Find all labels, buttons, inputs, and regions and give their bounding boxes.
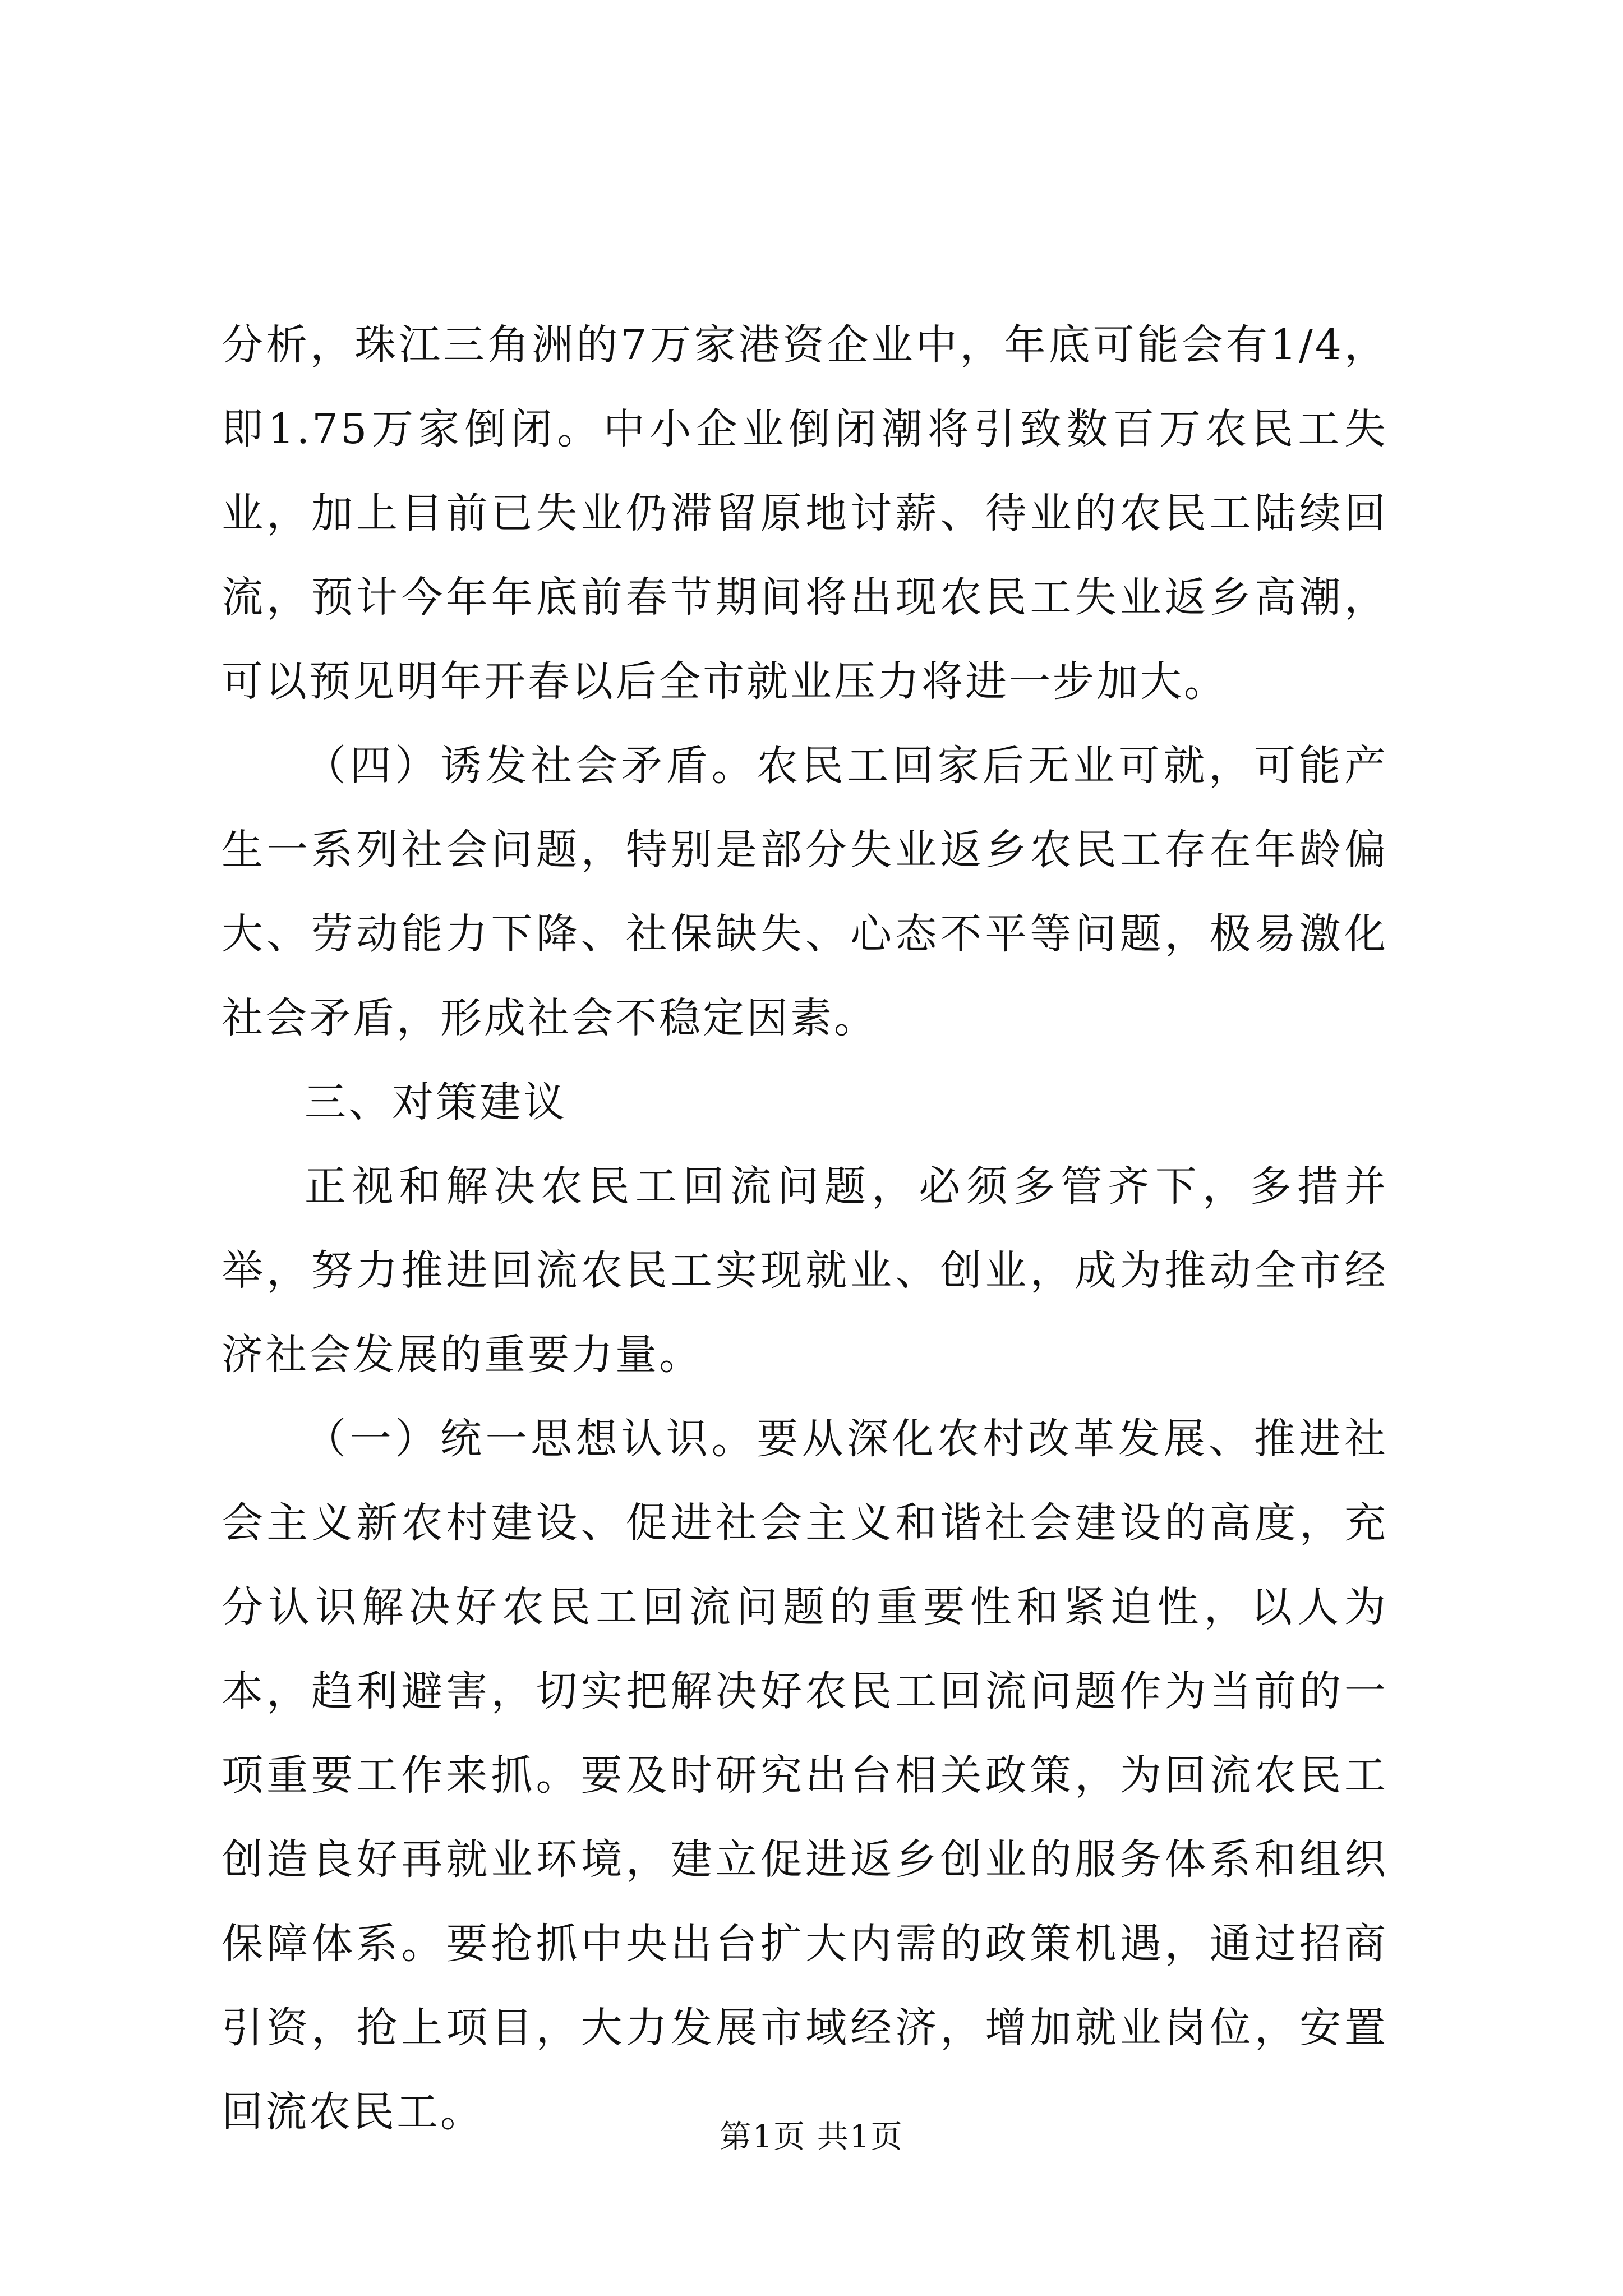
paragraph-countermeasures-intro: 正视和解决农民工回流问题，必须多管齐下，多措并举，努力推进回流农民工实现就业、创业，成为推动全市经济社会发展的重要力量。 <box>222 1162 1388 1379</box>
paragraph-unify-thinking: （一）统一思想认识。要从深化农村改革发展、推进社会主义新农村建设、促进社会主义和谐社会建设的高度，充分认识解决好农民工回流问题的重要性和紧迫性，以人为本，趋利避害，切实把解决好农民工回流问题作为当前的一项重要工作来抓。要及时研究出台相关政策，为回流农民工创造良好再就业环境，建立促进返乡创业的服务体系和组织保障体系。要抢抓中央出台扩大内需的政策机遇，通过招商引资，抢上项目，大力发展市域经济，增加就业岗位，安置回流农民工。 <box>222 1415 1388 2136</box>
document-body <box>222 303 1388 2154</box>
section-heading-countermeasures: 三、对策建议 <box>305 1078 567 1126</box>
page-footer: 第1页 共1页 <box>720 2119 903 2155</box>
paragraph-social-conflict: （四）诱发社会矛盾。农民工回家后无业可就，可能产生一系列社会问题，特别是部分失业返乡农民工存在年龄偏大、劳动能力下降、社保缺失、心态不平等问题，极易激化社会矛盾，形成社会不稳定因素。 <box>222 742 1388 1042</box>
paragraph-continued: 分析，珠江三角洲的7万家港资企业中，年底可能会有1/4，即1.75万家倒闭。中小企业倒闭潮将引致数百万农民工失业，加上目前已失业仍滞留原地讨薪、待业的农民工陆续回流，预计今年年底前春节期间将出现农民工失业返乡高潮，可以预见明年开春以后全市就业压力将进一步加大。 <box>222 321 1388 706</box>
